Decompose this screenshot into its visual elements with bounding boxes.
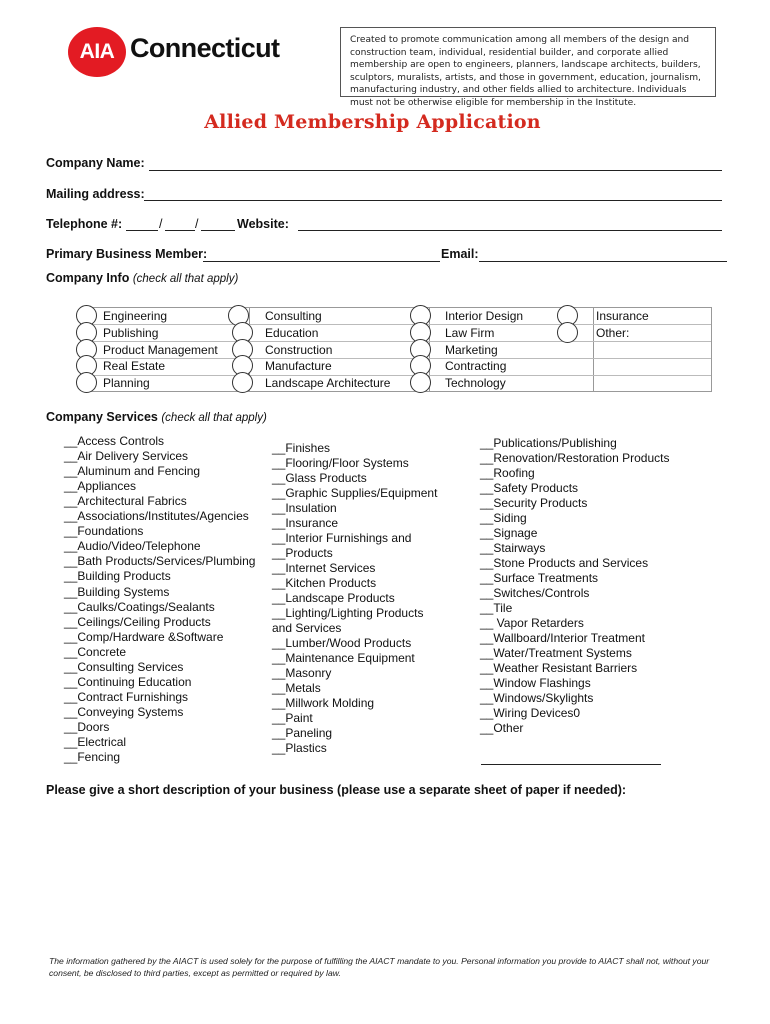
info-option-label: Interior Design	[445, 309, 524, 323]
company-info-heading	[46, 271, 238, 285]
row-divider	[88, 375, 711, 376]
service-option[interactable]: __Building Products	[64, 569, 171, 584]
service-option[interactable]: __Millwork Molding	[272, 696, 375, 710]
service-option[interactable]: __Aluminum and Fencing	[64, 464, 201, 479]
mailing-address-field[interactable]	[144, 200, 722, 201]
landscape-architecture-radio[interactable]	[232, 372, 253, 393]
service-option[interactable]: __Insulation	[272, 501, 337, 515]
service-option[interactable]: __Flooring/Floor Systems	[272, 456, 409, 470]
service-option[interactable]: __Maintenance Equipment	[272, 651, 415, 665]
service-option[interactable]: __Continuing Education	[64, 674, 192, 689]
service-option[interactable]: __Lumber/Wood Products	[272, 636, 412, 650]
service-option[interactable]: __Ceilings/Ceiling Products	[64, 614, 211, 629]
info-option-label: Engineering	[103, 309, 168, 323]
service-option[interactable]: __Water/Treatment Systems	[480, 646, 632, 660]
service-option[interactable]: __Safety Products	[480, 481, 579, 495]
mailing-address-label: Mailing address:	[46, 187, 145, 201]
telephone-separator: /	[195, 217, 199, 231]
email-field[interactable]	[479, 261, 727, 262]
info-option-label: Education	[265, 326, 319, 340]
row-divider	[88, 341, 711, 342]
service-option[interactable]: __Bath Products/Services/Plumbing	[64, 554, 256, 569]
telephone-label: Telephone #:	[46, 217, 123, 231]
service-option[interactable]: __Plastics	[272, 741, 327, 755]
telephone-prefix-field[interactable]	[165, 230, 195, 231]
service-option[interactable]: __Tile	[480, 601, 513, 615]
telephone-separator: /	[159, 217, 163, 231]
intro-text-box	[340, 27, 716, 108]
service-option[interactable]: and Services	[272, 621, 342, 635]
page-title: Allied Membership Application	[204, 111, 541, 133]
service-option[interactable]: __Windows/Skylights	[480, 691, 594, 705]
service-option[interactable]: __Renovation/Restoration Products	[480, 451, 670, 465]
website-label: Website:	[237, 217, 289, 231]
primary-member-field[interactable]	[203, 261, 440, 262]
service-option[interactable]: __Switches/Controls	[480, 586, 590, 600]
service-option[interactable]: __Security Products	[480, 496, 588, 510]
service-option[interactable]: __Weather Resistant Barriers	[480, 661, 638, 675]
company-services-note: (check all that apply)	[161, 412, 267, 424]
privacy-notice: The information gathered by the AIACT is used solely for the purpose of fulfilling the AIACT mandate to you. Personal information you provide to AIACT shall not, without your consent, be disclosed to third parties, except as permitted or required by law.	[49, 956, 710, 978]
website-field[interactable]	[298, 230, 722, 231]
service-option[interactable]: __Landscape Products	[272, 591, 395, 605]
service-option[interactable]: __ Vapor Retarders	[480, 616, 584, 630]
company-name-label: Company Name:	[46, 156, 145, 170]
service-option[interactable]: __Metals	[272, 681, 321, 695]
service-option[interactable]: __Electrical	[64, 735, 127, 749]
logo-text: Connecticut	[130, 33, 280, 63]
service-option[interactable]: __Appliances	[64, 479, 137, 494]
service-option[interactable]: __Wiring Devices0	[480, 706, 581, 720]
service-option[interactable]: __Contract Furnishings	[64, 689, 189, 704]
service-option[interactable]: __Paint	[272, 711, 313, 725]
service-option[interactable]: __Window Flashings	[480, 676, 591, 690]
company-info-note: (check all that apply)	[132, 273, 239, 285]
info-option-label: Real Estate	[103, 359, 166, 373]
company-name-field[interactable]	[149, 170, 722, 171]
service-option[interactable]: __Audio/Video/Telephone	[64, 539, 201, 554]
info-option-label: Product Management	[103, 343, 218, 357]
info-option-label: Consulting	[265, 309, 322, 323]
service-option[interactable]: __Air Delivery Services	[64, 449, 189, 464]
service-option[interactable]: __Comp/Hardware &Software	[64, 629, 224, 644]
service-option[interactable]: __Siding	[480, 511, 527, 525]
service-option[interactable]: __Products	[272, 546, 333, 560]
row-divider	[88, 324, 711, 325]
company-services-heading	[46, 410, 267, 424]
service-option[interactable]: __Insurance	[272, 516, 339, 530]
service-option[interactable]: __Signage	[480, 526, 538, 540]
info-option-label: Marketing	[445, 343, 498, 357]
row-divider	[88, 358, 711, 359]
info-option-label: Planning	[103, 376, 150, 390]
technology-radio[interactable]	[410, 372, 431, 393]
service-option[interactable]: __Stone Products and Services	[480, 556, 649, 570]
service-option[interactable]: __Surface Treatments	[480, 571, 599, 585]
telephone-area-field[interactable]	[126, 230, 158, 231]
service-option[interactable]: __Foundations	[64, 524, 144, 539]
company-services-label: Company Services	[46, 410, 158, 424]
service-option[interactable]: __Roofing	[480, 466, 535, 480]
other-radio[interactable]	[557, 322, 578, 343]
service-option[interactable]: __Graphic Supplies/Equipment	[272, 486, 438, 500]
company-info-label: Company Info	[46, 271, 130, 285]
service-option[interactable]: __Doors	[64, 719, 110, 734]
info-option-label: Publishing	[103, 326, 159, 340]
other-service-field[interactable]	[481, 764, 661, 765]
email-label: Email:	[441, 247, 479, 261]
service-option[interactable]: __Building Systems	[64, 584, 170, 599]
service-option[interactable]: __Conveying Systems	[64, 704, 184, 719]
service-option[interactable]: __Paneling	[272, 726, 333, 740]
service-option[interactable]: __Wallboard/Interior Treatment	[480, 631, 645, 645]
info-option-label: Technology	[445, 376, 506, 390]
service-option[interactable]: __Fencing	[64, 750, 121, 765]
service-option[interactable]: __Concrete	[64, 644, 127, 659]
info-option-label: Landscape Architecture	[265, 376, 391, 390]
service-option[interactable]: __Caulks/Coatings/Sealants	[64, 599, 215, 614]
info-option-label: Other:	[596, 326, 630, 340]
service-option[interactable]: __Internet Services	[272, 561, 376, 575]
service-option[interactable]: __Publications/Publishing	[480, 436, 617, 450]
description-label: Please give a short description of your business (please use a separate sheet of paper if needed):	[46, 783, 627, 797]
service-option[interactable]: __Consulting Services	[64, 659, 184, 674]
service-option[interactable]: __Kitchen Products	[272, 576, 377, 590]
info-option-label: Law Firm	[445, 326, 495, 340]
intro-text: Created to promote communication among all members of the design and construction team, individual, residential builder, and corporate allied membership are open to engineers, planners, landscape architects, builders, sculptors, muralists, artists, and those in government, education, journalism, manufacturing industry, and other fields allied to architecture. Individuals must not be otherwise eligible for membership in the Institute.	[350, 35, 701, 108]
info-option-label: Insurance	[596, 309, 649, 323]
primary-member-label: Primary Business Member:	[46, 247, 208, 261]
service-option[interactable]: __Stairways	[480, 541, 546, 555]
service-option[interactable]: __Lighting/Lighting Products	[272, 606, 424, 620]
planning-radio[interactable]	[76, 372, 97, 393]
info-option-label: Manufacture	[265, 359, 332, 373]
info-option-label: Construction	[265, 343, 333, 357]
service-option[interactable]: __Interior Furnishings and	[272, 531, 412, 545]
service-option[interactable]: __Finishes	[272, 441, 331, 455]
service-option[interactable]: __Masonry	[272, 666, 332, 680]
service-option[interactable]: __Other	[480, 721, 524, 735]
service-option[interactable]: __Architectural Fabrics	[64, 494, 187, 509]
aia-logo-mark: AIA	[68, 27, 126, 77]
telephone-line-field[interactable]	[201, 230, 235, 231]
info-option-label: Contracting	[445, 359, 507, 373]
service-option[interactable]: __Access Controls	[64, 434, 165, 448]
service-option[interactable]: __Glass Products	[272, 471, 367, 485]
service-option[interactable]: __Associations/Institutes/Agencies	[64, 509, 249, 524]
